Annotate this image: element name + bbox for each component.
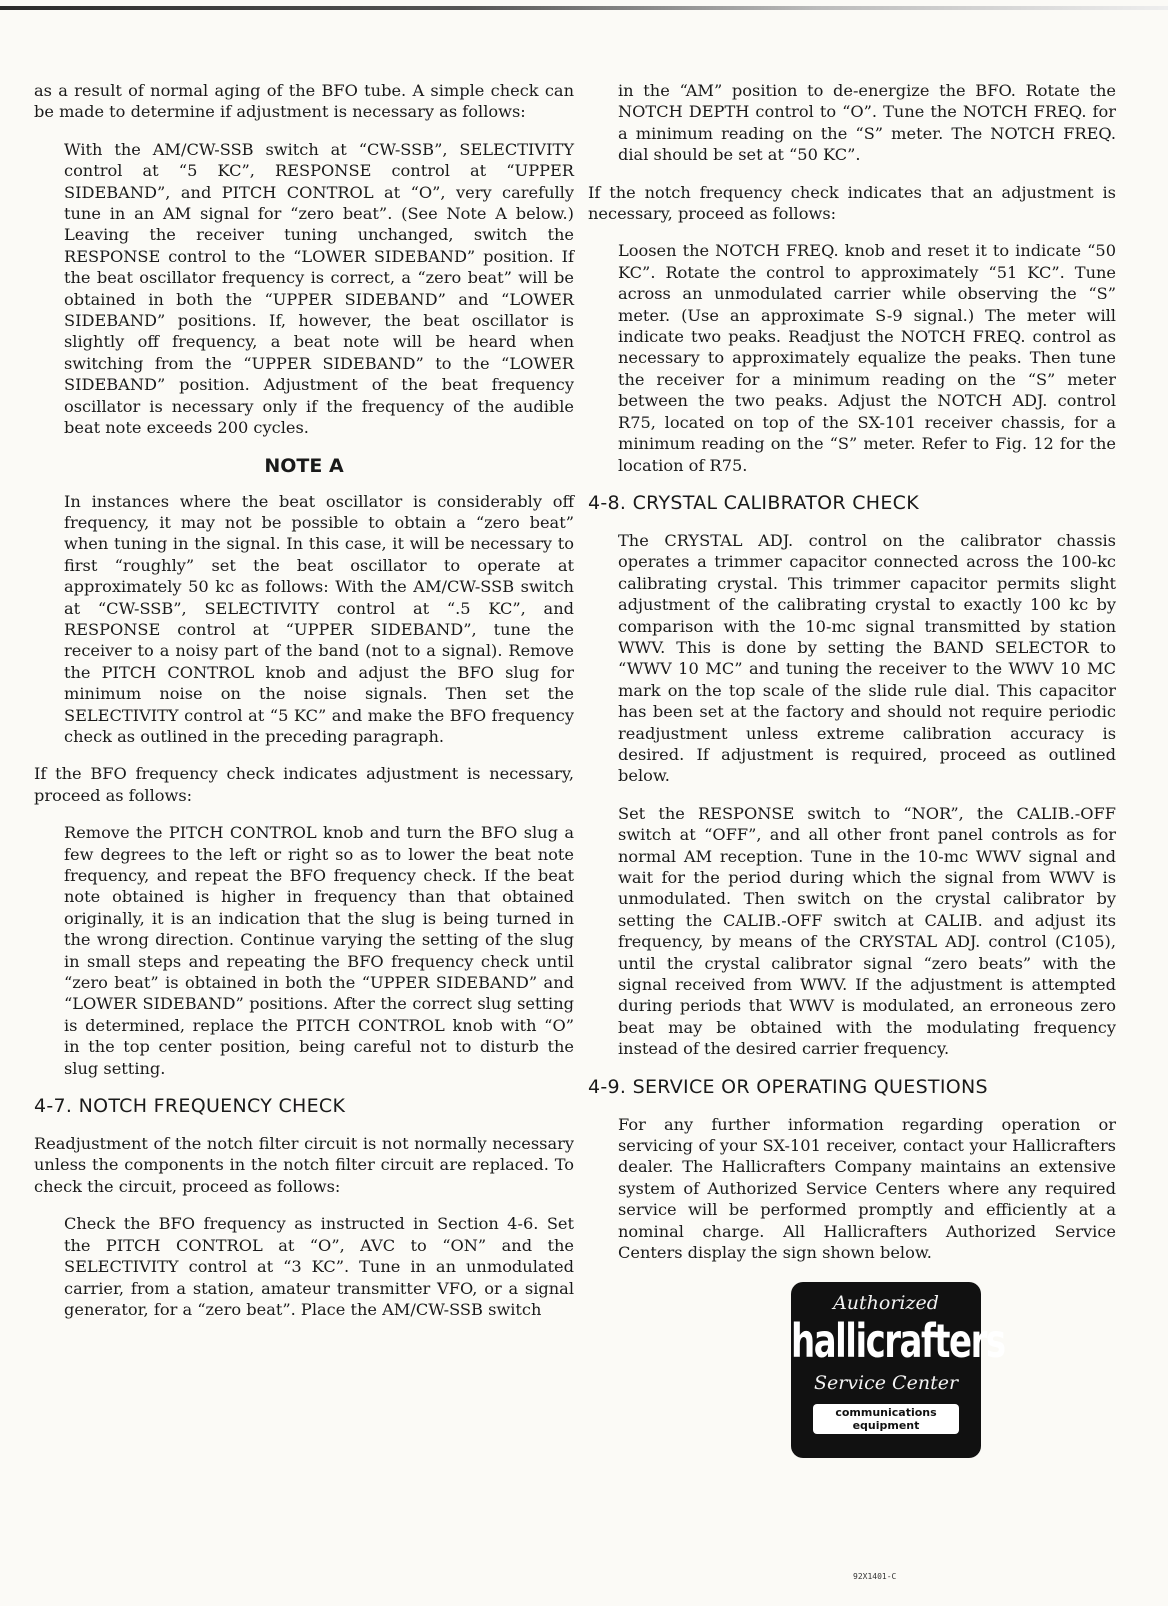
top-rule [0,6,1168,10]
bfo-adjust-intro: If the BFO frequency check indicates adjustment is necessary, proceed as follows: [34,764,574,805]
sign-service-center-text: Service Center [813,1371,959,1394]
sign-brand-logo: hallicrafters [791,1314,1005,1369]
service-paragraph: For any further information regarding operation or servicing of your SX-101 receiver, contact your Hallicrafters dealer. The Hallicrafters Company maintains an extensive system of Authorized Service Centers where any required service will be performed promptly and efficiently at a nominal charge. All Hallicrafters Authorized Service Centers display the sign shown below. [618,1114,1116,1263]
notch-check-paragraph: Check the BFO frequency as instructed in Section 4-6. Set the PITCH CONTROL at “O”, AVC to “ON” and the SELECTIVITY control at “3 KC”. Tune in an unmodulated carrier, from a station, amateur transmitter VFO, or a signal generator, for a “zero beat”. Place the AM/CW-SSB switch [64,1214,574,1319]
hallicrafters-service-center-sign [791,1282,1005,1458]
notch-adjust-procedure: Loosen the NOTCH FREQ. knob and reset it to indicate “50 KC”. Rotate the control to approximately “51 KC”. Tune across an unmodulated carrier while observing the “S” meter. (Use an approximate S-9 signal.) The meter will indicate two peaks. Readjust the NOTCH FREQ. control as necessary to approximately equalize the peaks. Then tune the receiver for a minimum reading on the “S” meter between the two peaks. Adjust the NOTCH ADJ. control R75, located on top of the SX-101 receiver chassis, for a minimum reading on the “S” meter. Refer to Fig. 12 for the location of R75. [618,241,1116,475]
crystal-adj-paragraph: The CRYSTAL ADJ. control on the calibrator chassis operates a trimmer capacitor connected across the 100-kc calibrating crystal. This trimmer capacitor permits slight adjustment of the calibrating crystal to exactly 100 kc by comparison with the 10-mc signal transmitted by station WWV. This is done by setting the BAND SELECTOR to “WWV 10 MC” and tuning the receiver to the WWV 10 MC mark on the top scale of the slide rule dial. This capacitor has been set at the factory and should not require periodic readjustment unless extreme calibration accuracy is desired. If adjustment is required, proceed as outlined below. [618,530,1116,786]
bfo-adjust-procedure: Remove the PITCH CONTROL knob and turn the BFO slug a few degrees to the left or right so as to lower the beat note frequency, and repeat the BFO frequency check. If the beat note obtained is higher in frequency than that obtained originally, it is an indication that the slug is being turned in the wrong direction. Continue varying the setting of the slug in small steps and repeating the BFO frequency check until “zero beat” is obtained in both the “UPPER SIDEBAND” and “LOWER SIDEBAND” positions. After the correct slug setting is determined, replace the PITCH CONTROL knob with “O” in the top center position, being careful not to disturb the slug setting. [64,823,574,1078]
left-column [34,80,574,1336]
right-column [588,80,1116,1458]
intro-paragraph: as a result of normal aging of the BFO tube. A simple check can be made to determine if adjustment is necessary as follows: [34,81,574,122]
sign-comm-line2: equipment [852,1418,920,1432]
note-a-text: In instances where the beat oscillator is considerably off frequency, it may not be possible to obtain a “zero beat” when tuning in the signal. In this case, it will be necessary to first “roughly” set the beat oscillator to operate at approximately 50 kc as follows: With the AM/CW-SSB switch at “CW-SSB”, SELECTIVITY control at “.5 KC”, and RESPONSE control at “UPPER SIDEBAND”, tune the receiver to a noisy part of the band (not to a signal). Remove the PITCH CONTROL knob and adjust the BFO slug for minimum noise on the noise signals. Then set the SELECTIVITY control at “5 KC” and make the BFO frequency check as outlined in the preceding paragraph. [64,491,574,746]
notch-continued-paragraph: in the “AM” position to de-energize the BFO. Rotate the NOTCH DEPTH control to “O”. Tune the NOTCH FREQ. for a minimum reading on the “S” meter. The NOTCH FREQ. dial should be set at “50 KC”. [618,81,1116,165]
notch-adjust-intro: If the notch frequency check indicates that an adjustment is necessary, proceed as follows: [588,182,1116,224]
bfo-check-paragraph: With the AM/CW-SSB switch at “CW-SSB”, SELECTIVITY control at “5 KC”, RESPONSE control at “UPPER SIDEBAND”, and PITCH CONTROL at “O”, very carefully tune in an AM signal for “zero beat”. (See Note A below.) Leaving the receiver tuning unchanged, switch the RESPONSE control to the “LOWER SIDEBAND” position. If the beat oscillator frequency is correct, a “zero beat” will be obtained in both the “UPPER SIDEBAND” and “LOWER SIDEBAND” positions. If, however, the beat oscillator is slightly off frequency, a beat note will be heard when switching from the “UPPER SIDEBAND” to the “LOWER SIDEBAND” position. Adjustment of the beat frequency oscillator is necessary only if the frequency of the audible beat note exceeds 200 cycles. [64,139,574,438]
note-a-heading: NOTE A [264,454,344,477]
crystal-procedure-paragraph: Set the RESPONSE switch to “NOR”, the CALIB.-OFF switch at “OFF”, and all other front panel controls as for normal AM reception. Tune in the 10-mc WWV signal and wait for the period during which the signal from WWV is unmodulated. Then switch on the crystal calibrator by setting the CALIB.-OFF switch at CALIB. and adjust its frequency, by means of the CRYSTAL ADJ. control (C105), until the crystal calibrator signal “zero beats” with the signal received from WWV. If the adjustment is attempted during periods that WWV is modulated, an erroneous zero beat may be obtained with the modulating frequency instead of the desired carrier frequency. [618,803,1116,1059]
sign-authorized-text: Authorized [833,1291,939,1314]
part-number: 92X1401-C [853,1572,897,1581]
sign-comm-line1: communications [835,1405,937,1419]
section-4-8-heading: 4-8. CRYSTAL CALIBRATOR CHECK [588,491,920,514]
section-4-9-heading: 4-9. SERVICE OR OPERATING QUESTIONS [588,1075,988,1098]
notch-intro-paragraph: Readjustment of the notch filter circuit is not normally necessary unless the components in the notch filter circuit are replaced. To check the circuit, proceed as follows: [34,1134,574,1196]
sign-communications-badge [813,1404,959,1434]
section-4-7-heading: 4-7. NOTCH FREQUENCY CHECK [34,1095,346,1118]
